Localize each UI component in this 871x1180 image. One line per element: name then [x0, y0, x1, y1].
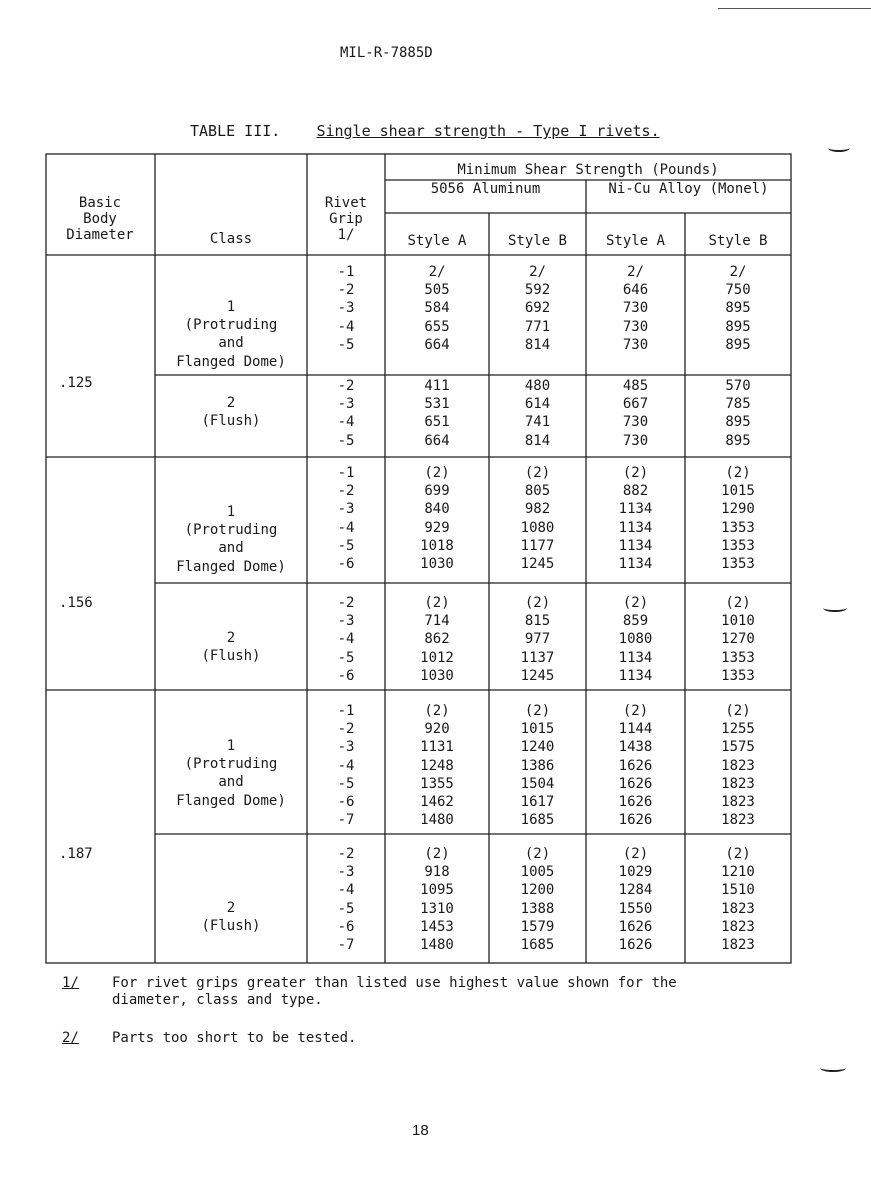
- al-style-b-values: (2) 1005 1200 1388 1579 1685: [520, 846, 555, 954]
- diameter-125: .125: [59, 375, 93, 391]
- diameter-187: .187: [59, 846, 93, 862]
- mo-style-a-values: 485 667 730 730: [622, 378, 649, 449]
- al-style-b-values: 480 614 741 814: [524, 378, 551, 449]
- al-style-a-values: (2) 918 1095 1310 1453 1480: [420, 846, 454, 954]
- class-label: 2 (Flush): [201, 900, 261, 935]
- grip-values: -1 -2 -3 -4 -5 -6: [337, 465, 355, 573]
- grip-values: -2 -3 -4 -5: [337, 378, 355, 449]
- header-al-style-b: Style B: [507, 233, 567, 249]
- footnote-1-text: For rivet grips greater than listed use highest value shown for the diameter, class and type.: [112, 975, 677, 1008]
- header-min-shear: Minimum Shear Strength (Pounds): [457, 162, 719, 178]
- page-number: 18: [412, 1122, 429, 1139]
- scan-mark: [828, 144, 850, 152]
- footnote-1-mark: 1/: [62, 975, 79, 991]
- mo-style-a-values: 2/ 646 730 730 730: [622, 264, 649, 353]
- mo-style-b-values: 570 785 895 895: [725, 378, 751, 449]
- mo-style-b-values: (2) 1015 1290 1353 1353 1353: [721, 465, 755, 573]
- mo-style-a-values: (2) 1144 1438 1626 1626 1626 1626: [618, 703, 653, 829]
- header-diameter: Basic Body Diameter: [66, 195, 134, 243]
- al-style-a-values: 411 531 651 664: [424, 378, 450, 449]
- table-caption: Single shear strength - Type I rivets.: [316, 122, 660, 140]
- header-class: Class: [209, 231, 253, 247]
- al-style-a-values: (2) 699 840 929 1018 1030: [420, 465, 454, 573]
- diameter-156: .156: [59, 595, 93, 611]
- header-monel: Ni-Cu Alloy (Monel): [608, 181, 769, 197]
- class-label: 1 (Protruding and Flanged Dome): [176, 504, 286, 575]
- scan-mark: [820, 1064, 846, 1072]
- class-label: 1 (Protruding and Flanged Dome): [176, 738, 286, 809]
- mo-style-b-values: 2/ 750 895 895 895: [725, 264, 751, 353]
- footnote-2-text: Parts too short to be tested.: [112, 1030, 357, 1046]
- grip-values: -1 -2 -3 -4 -5: [337, 264, 355, 353]
- al-style-a-values: 2/ 505 584 655 664: [424, 264, 450, 353]
- grip-values: -1 -2 -3 -4 -5 -6 -7: [337, 703, 355, 829]
- grip-values: -2 -3 -4 -5 -6: [337, 595, 355, 684]
- class-label: 2 (Flush): [201, 630, 261, 665]
- al-style-b-values: (2) 1015 1240 1386 1504 1617 1685: [520, 703, 555, 829]
- mo-style-b-values: (2) 1255 1575 1823 1823 1823 1823: [721, 703, 755, 829]
- header-mo-style-b: Style B: [708, 233, 768, 249]
- table-title: [190, 122, 660, 140]
- mo-style-a-values: (2) 882 1134 1134 1134 1134: [618, 465, 653, 573]
- al-style-b-values: (2) 805 982 1080 1177 1245: [520, 465, 555, 573]
- al-style-a-values: (2) 920 1131 1248 1355 1462 1480: [420, 703, 454, 829]
- mo-style-b-values: (2) 1210 1510 1823 1823 1823: [721, 846, 755, 954]
- shear-strength-table: [45, 153, 792, 964]
- document-header: MIL-R-7885D: [340, 45, 433, 61]
- class-label: 2 (Flush): [201, 395, 261, 430]
- footnote-2-mark: 2/: [62, 1030, 79, 1046]
- table-number: TABLE III.: [190, 122, 281, 140]
- al-style-a-values: (2) 714 862 1012 1030: [420, 595, 454, 684]
- class-label: 1 (Protruding and Flanged Dome): [176, 299, 286, 370]
- header-aluminum: 5056 Aluminum: [430, 181, 541, 197]
- header-mo-style-a: Style A: [605, 233, 665, 249]
- header-al-style-a: Style A: [407, 233, 467, 249]
- al-style-b-values: (2) 815 977 1137 1245: [520, 595, 555, 684]
- grip-values: -2 -3 -4 -5 -6 -7: [337, 846, 355, 954]
- al-style-b-values: 2/ 592 692 771 814: [524, 264, 551, 353]
- header-rivet-grip: Rivet Grip 1/: [324, 195, 368, 243]
- mo-style-a-values: (2) 859 1080 1134 1134: [618, 595, 653, 684]
- scan-edge-line: [718, 8, 871, 9]
- scan-mark: [823, 604, 847, 612]
- mo-style-a-values: (2) 1029 1284 1550 1626 1626: [618, 846, 653, 954]
- mo-style-b-values: (2) 1010 1270 1353 1353: [721, 595, 755, 684]
